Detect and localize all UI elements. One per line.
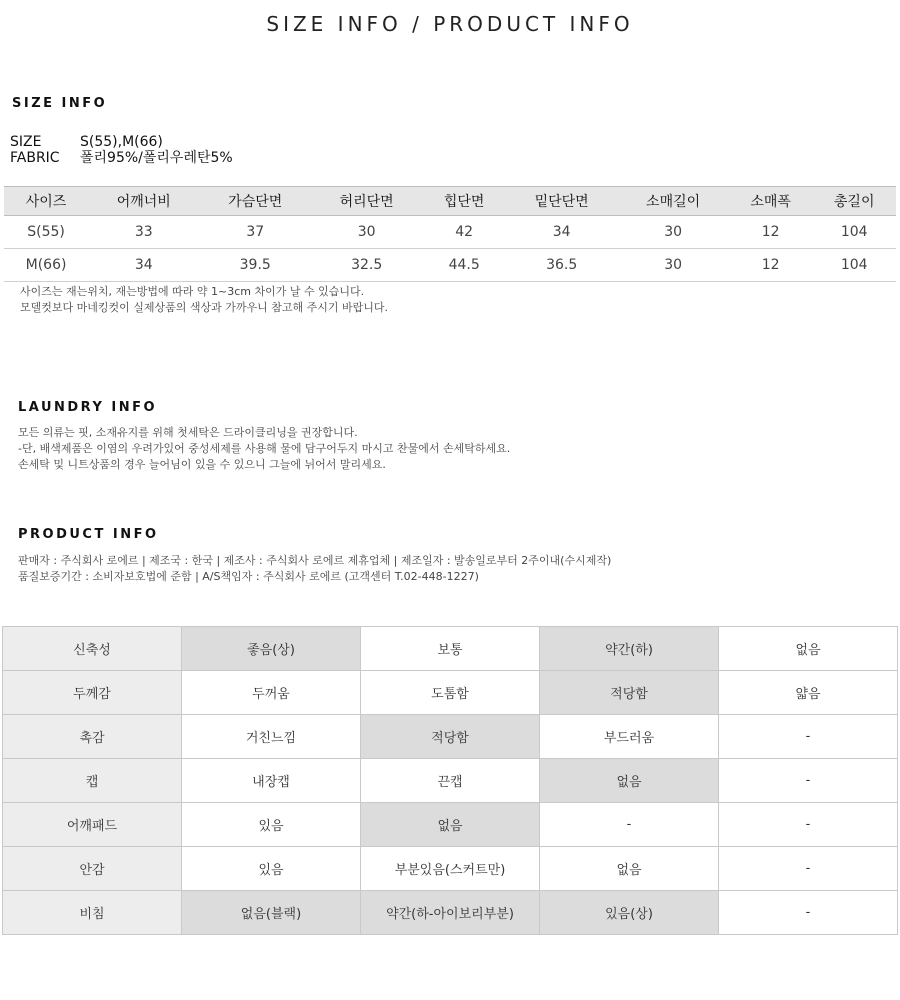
column-header: 가슴단면 [200, 187, 311, 216]
size-notes [20, 284, 388, 316]
attribute-label: 어깨패드 [3, 803, 182, 847]
size-table [4, 186, 896, 282]
attribute-option: 내장캡 [182, 759, 361, 803]
attribute-label: 촉감 [3, 715, 182, 759]
attribute-option: - [719, 803, 898, 847]
table-cell: 34 [88, 249, 199, 282]
column-header: 허리단면 [311, 187, 422, 216]
table-cell: 104 [812, 216, 896, 249]
table-cell: S(55) [4, 216, 88, 249]
attribute-option: - [540, 803, 719, 847]
attribute-row [3, 715, 898, 759]
attribute-option: 거친느낌 [182, 715, 361, 759]
table-cell: 12 [729, 216, 813, 249]
table-cell: 44.5 [422, 249, 506, 282]
attribute-label: 두께감 [3, 671, 182, 715]
attribute-row [3, 759, 898, 803]
table-row [4, 216, 896, 249]
product-notes [18, 553, 611, 585]
column-header: 총길이 [812, 187, 896, 216]
fabric-spec-line [10, 150, 233, 166]
attribute-option: - [719, 847, 898, 891]
table-cell: 32.5 [311, 249, 422, 282]
column-header: 소매길이 [617, 187, 728, 216]
attribute-option: 적당함 [540, 671, 719, 715]
laundry-line: -단, 배색제품은 이염의 우려가있어 중성세제를 사용해 물에 담구어두지 마시고 찬물에서 손세탁하세요. [18, 442, 511, 455]
column-header: 사이즈 [4, 187, 88, 216]
product-attribute-table [2, 626, 898, 935]
attribute-option: 좋음(상) [182, 627, 361, 671]
attribute-option: 약간(하-아이보리부분) [361, 891, 540, 935]
table-cell: 34 [506, 216, 617, 249]
attribute-option: 부드러움 [540, 715, 719, 759]
attribute-row [3, 627, 898, 671]
attribute-option: - [719, 759, 898, 803]
attribute-option: - [719, 891, 898, 935]
attribute-label: 안감 [3, 847, 182, 891]
attribute-row [3, 891, 898, 935]
table-cell: M(66) [4, 249, 88, 282]
column-header: 힙단면 [422, 187, 506, 216]
attribute-row [3, 803, 898, 847]
table-cell: 30 [311, 216, 422, 249]
table-cell: 104 [812, 249, 896, 282]
attribute-option: 부분있음(스커트만) [361, 847, 540, 891]
table-cell: 36.5 [506, 249, 617, 282]
attribute-option: 없음 [540, 847, 719, 891]
attribute-option: 없음 [361, 803, 540, 847]
attribute-option: 없음(블랙) [182, 891, 361, 935]
attribute-label: 비침 [3, 891, 182, 935]
table-cell: 39.5 [200, 249, 311, 282]
attribute-option: 약간(하) [540, 627, 719, 671]
attribute-option: 두꺼움 [182, 671, 361, 715]
attribute-row [3, 847, 898, 891]
table-cell: 12 [729, 249, 813, 282]
attribute-option: 없음 [719, 627, 898, 671]
laundry-line: 모든 의류는 핏, 소재유지를 위해 첫세탁은 드라이클리닝을 권장합니다. [18, 426, 358, 439]
fabric-label: FABRIC [10, 150, 60, 166]
table-cell: 37 [200, 216, 311, 249]
attribute-option: 없음 [540, 759, 719, 803]
attribute-row [3, 671, 898, 715]
attribute-option: 얇음 [719, 671, 898, 715]
attribute-option: 있음 [182, 847, 361, 891]
column-header: 밑단단면 [506, 187, 617, 216]
product-info-line: 판매자 : 주식회사 로에르 | 제조국 : 한국 | 제조사 : 주식회사 로에르 제휴업체 | 제조일자 : 발송일로부터 2주이내(수시제작) [18, 554, 612, 567]
laundry-info-heading: LAUNDRY INFO [18, 400, 158, 415]
table-cell: 30 [617, 249, 728, 282]
attribute-label: 캡 [3, 759, 182, 803]
attribute-option: 보통 [361, 627, 540, 671]
attribute-option: - [719, 715, 898, 759]
attribute-option: 있음(상) [540, 891, 719, 935]
size-spec-line [10, 134, 163, 150]
column-header: 소매폭 [729, 187, 813, 216]
attribute-option: 적당함 [361, 715, 540, 759]
size-info-heading: SIZE INFO [12, 96, 108, 111]
table-cell: 30 [617, 216, 728, 249]
product-info-line: 품질보증기간 : 소비자보호법에 준함 | A/S책임자 : 주식회사 로에르 (고객센터 T.02-448-1227) [18, 570, 479, 583]
size-note-line: 모델컷보다 마네킹컷이 실제상품의 색상과 가까우니 참고해 주시기 바랍니다. [20, 301, 389, 314]
attribute-option: 있음 [182, 803, 361, 847]
attribute-option: 끈캡 [361, 759, 540, 803]
size-label: SIZE [10, 134, 42, 150]
table-cell: 42 [422, 216, 506, 249]
size-table-header [4, 187, 896, 216]
laundry-line: 손세탁 및 니트상품의 경우 늘어님이 있을 수 있으니 그늘에 뉘어서 말리세요. [18, 458, 386, 471]
table-row [4, 249, 896, 282]
fabric-value: 폴리95%/폴리우레탄5% [80, 150, 233, 166]
attribute-option: 도톰함 [361, 671, 540, 715]
page-title: SIZE INFO / PRODUCT INFO [266, 12, 634, 36]
size-value: S(55),M(66) [80, 134, 163, 150]
attribute-label: 신축성 [3, 627, 182, 671]
laundry-notes [18, 425, 510, 473]
size-note-line: 사이즈는 재는위치, 재는방법에 따라 약 1~3cm 차이가 날 수 있습니다. [20, 285, 365, 298]
product-info-heading: PRODUCT INFO [18, 527, 159, 542]
column-header: 어깨너비 [88, 187, 199, 216]
table-cell: 33 [88, 216, 199, 249]
